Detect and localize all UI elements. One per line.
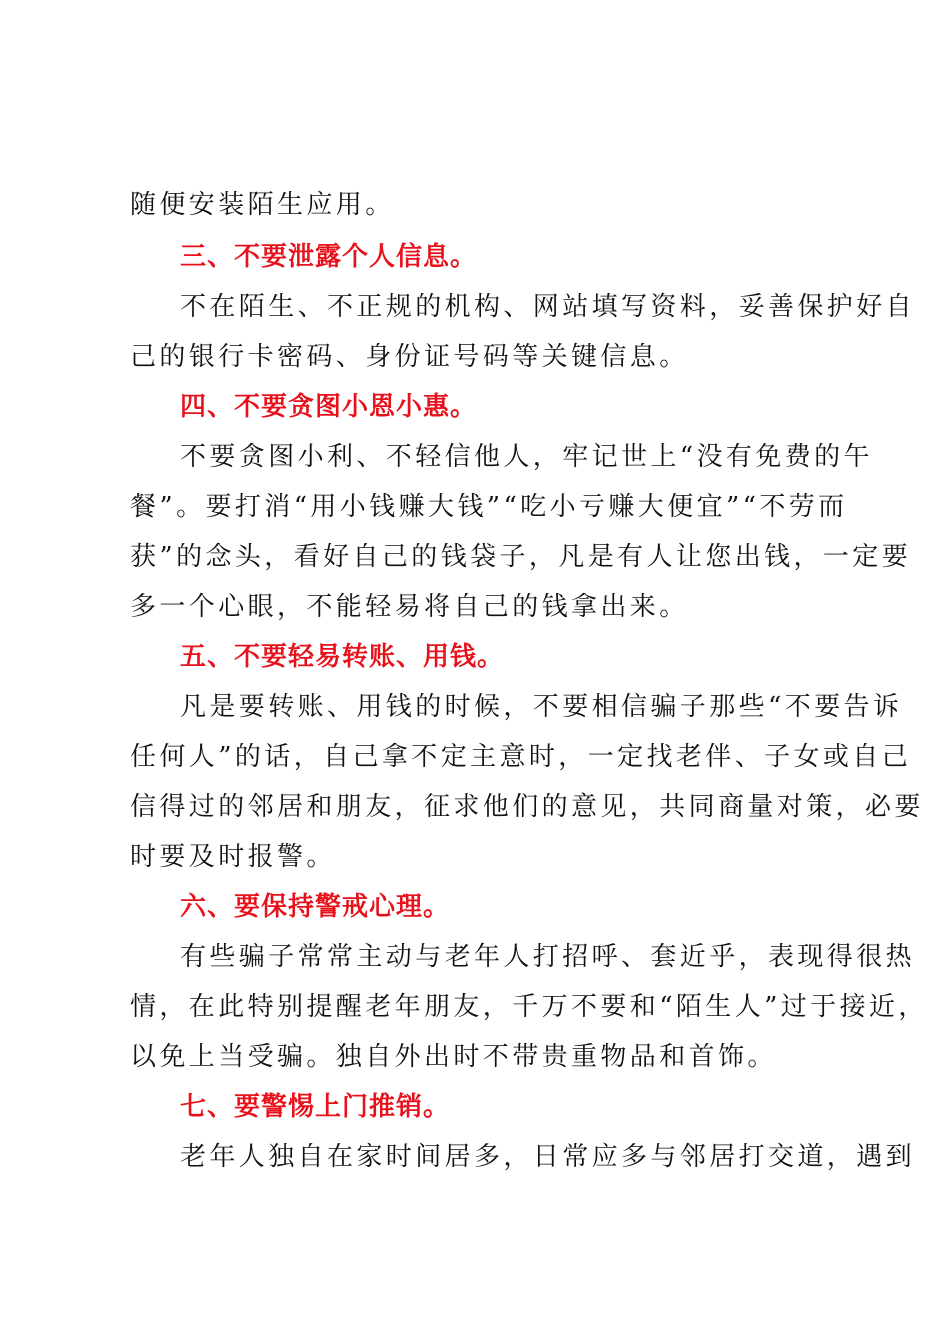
section-heading-3: 三、不要泄露个人信息。 (180, 242, 478, 272)
paragraph-line: 不要贪图小利、不轻信他人，牢记世上“没有免费的午 (180, 442, 873, 472)
section-heading-5: 五、不要轻易转账、用钱。 (180, 642, 505, 672)
section-heading-6: 六、要保持警戒心理。 (180, 892, 451, 922)
paragraph-line: 随便安装陌生应用。 (130, 190, 395, 220)
paragraph-line: 老年人独自在家时间居多，日常应多与邻居打交道，遇到 (180, 1142, 916, 1172)
paragraph-line: 不在陌生、不正规的机构、网站填写资料，妥善保护好自 (180, 292, 916, 322)
section-heading-7: 七、要警惕上门推销。 (180, 1092, 451, 1122)
paragraph-line: 信得过的邻居和朋友，征求他们的意见，共同商量对策，必要 (130, 792, 924, 822)
paragraph-line: 餐”。要打消“用小钱赚大钱”“吃小亏赚大便宜”“不劳而 (130, 492, 848, 522)
paragraph-line: 多一个心眼，不能轻易将自己的钱拿出来。 (130, 592, 689, 622)
paragraph-line: 以免上当受骗。独自外出时不带贵重物品和首饰。 (130, 1042, 777, 1072)
paragraph-line: 任何人”的话，自己拿不定主意时，一定找老伴、子女或自己 (130, 742, 912, 772)
paragraph-line: 情，在此特别提醒老年朋友，千万不要和“陌生人”过于接近， (130, 992, 928, 1022)
paragraph-line: 获”的念头，看好自己的钱袋子，凡是有人让您出钱，一定要 (130, 542, 912, 572)
paragraph-line: 有些骗子常常主动与老年人打招呼、套近乎，表现得很热 (180, 942, 916, 972)
section-heading-4: 四、不要贪图小恩小惠。 (180, 392, 478, 422)
paragraph-line: 凡是要转账、用钱的时候，不要相信骗子那些“不要告诉 (180, 692, 903, 722)
paragraph-line: 时要及时报警。 (130, 842, 336, 872)
paragraph-line: 己的银行卡密码、身份证号码等关键信息。 (130, 342, 689, 372)
